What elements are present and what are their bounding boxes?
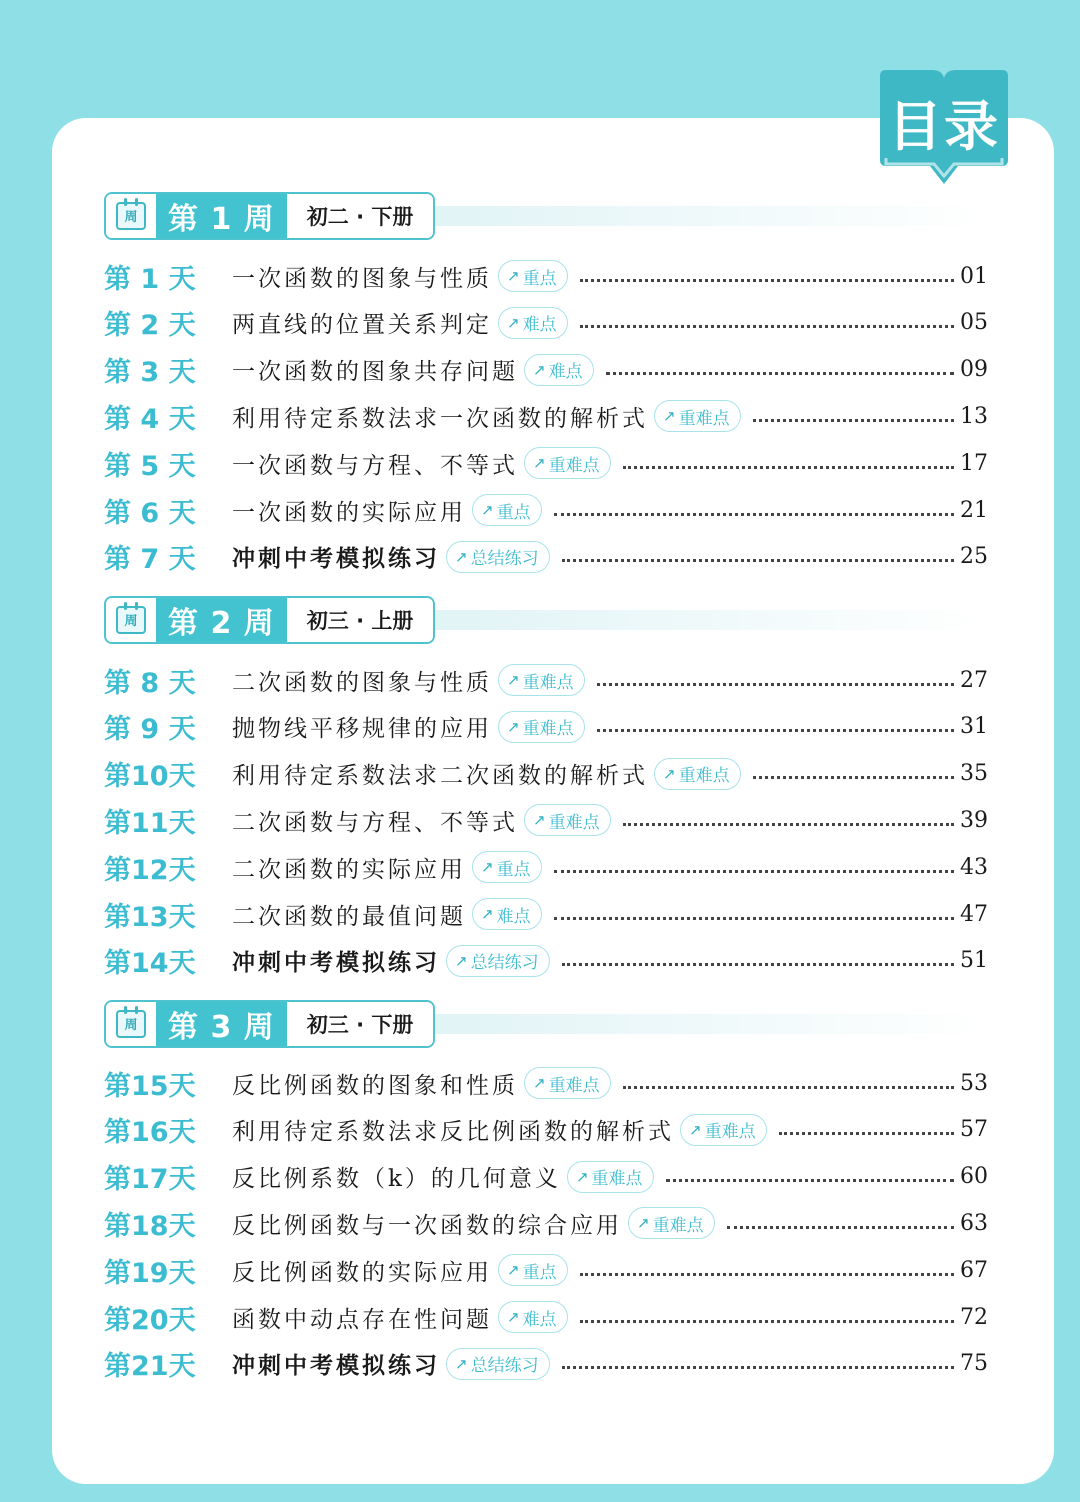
dot-leader — [580, 325, 954, 328]
page-number: 57 — [960, 1117, 988, 1143]
toc-row[interactable] — [104, 443, 988, 483]
day-label: 第 9 天 — [104, 714, 196, 746]
difficulty-tag — [680, 1114, 767, 1146]
topic-title: 冲刺中考模拟练习 — [232, 1352, 440, 1380]
arrow-icon: ↗ — [481, 905, 494, 923]
day-label: 第20天 — [104, 1304, 196, 1336]
difficulty-tag — [472, 898, 542, 930]
toc-row[interactable] — [104, 847, 988, 887]
topic-title: 反比例系数（k）的几何意义 — [232, 1166, 561, 1193]
dot-leader — [753, 419, 954, 422]
toc-row[interactable] — [104, 303, 988, 343]
topic-title: 两直线的位置关系判定 — [232, 312, 492, 339]
topic-title: 冲刺中考模拟练习 — [232, 949, 440, 977]
toc-row[interactable] — [104, 1250, 988, 1290]
week-header-rule — [404, 610, 988, 630]
page-number: 35 — [960, 761, 988, 787]
toc-row[interactable] — [104, 490, 988, 530]
week-title: 第 3 周 — [156, 1002, 287, 1046]
difficulty-tag-label: 重难点 — [522, 672, 574, 693]
day-label: 第 3 天 — [104, 357, 196, 389]
calendar-icon — [116, 1010, 146, 1038]
page-number: 09 — [960, 357, 988, 383]
difficulty-tag-label: 难点 — [548, 362, 583, 383]
toc-row[interactable] — [104, 894, 988, 934]
arrow-icon: ↗ — [575, 1167, 589, 1186]
calendar-icon-text: 周 — [124, 1018, 138, 1033]
dot-leader — [753, 776, 954, 779]
topic-title: 一次函数的实际应用 — [232, 499, 466, 526]
topic-title: 一次函数的图象与性质 — [232, 265, 492, 292]
topic-title: 反比例函数的实际应用 — [232, 1259, 492, 1286]
day-label: 第 6 天 — [104, 497, 196, 529]
topic-title: 利用待定系数法求二次函数的解析式 — [232, 763, 648, 790]
page-number: 43 — [960, 854, 988, 880]
week-subtitle: 初三 · 上册 — [287, 598, 434, 642]
page-number: 63 — [960, 1210, 988, 1236]
arrow-icon: ↗ — [507, 267, 520, 285]
difficulty-tag-label: 重点 — [522, 268, 557, 289]
week-label-box — [104, 1000, 435, 1048]
week-header — [104, 1001, 988, 1047]
topic-title: 反比例函数的图象和性质 — [232, 1072, 518, 1099]
arrow-icon: ↗ — [481, 501, 494, 519]
difficulty-tag-label: 重难点 — [652, 1215, 704, 1236]
dot-leader — [779, 1132, 954, 1135]
difficulty-tag — [654, 758, 741, 790]
toc-row[interactable] — [104, 660, 988, 700]
dot-leader — [623, 1086, 954, 1089]
day-label: 第 4 天 — [104, 403, 196, 435]
difficulty-tag-label: 重难点 — [522, 719, 574, 740]
calendar-icon — [116, 606, 146, 634]
day-label: 第12天 — [104, 854, 196, 886]
topic-title: 利用待定系数法求一次函数的解析式 — [232, 405, 648, 432]
difficulty-tag — [524, 1067, 611, 1099]
arrow-icon: ↗ — [689, 1120, 702, 1139]
toc-row[interactable] — [104, 1344, 988, 1384]
day-label: 第 2 天 — [104, 310, 196, 342]
day-label: 第11天 — [104, 807, 196, 839]
dot-leader — [554, 513, 954, 516]
difficulty-tag-label: 重点 — [496, 859, 531, 880]
difficulty-tag — [498, 307, 568, 339]
calendar-icon — [116, 202, 146, 230]
dot-leader — [580, 1273, 954, 1276]
toc-row[interactable] — [104, 941, 988, 981]
dot-leader — [580, 1320, 954, 1323]
page-number: 25 — [960, 544, 988, 570]
dot-leader — [562, 1366, 954, 1369]
arrow-icon: ↗ — [663, 764, 676, 783]
page-number: 51 — [960, 948, 988, 974]
calendar-icon-text: 周 — [124, 210, 138, 225]
dot-leader — [597, 683, 954, 686]
difficulty-tag — [524, 804, 611, 836]
arrow-icon: ↗ — [533, 1074, 546, 1092]
arrow-icon: ↗ — [533, 360, 546, 379]
arrow-icon: ↗ — [507, 671, 520, 689]
toc-row[interactable] — [104, 350, 988, 390]
difficulty-tag-label: 难点 — [522, 315, 557, 336]
difficulty-tag — [524, 354, 594, 386]
toc-row[interactable] — [104, 1063, 988, 1103]
page-number: 05 — [960, 310, 988, 336]
week-header-rule — [404, 206, 988, 226]
difficulty-tag — [567, 1161, 654, 1193]
week-header — [104, 597, 988, 643]
arrow-icon: ↗ — [455, 547, 468, 566]
arrow-icon: ↗ — [507, 1308, 520, 1326]
difficulty-tag — [446, 1348, 550, 1380]
topic-title: 二次函数的实际应用 — [232, 856, 466, 883]
week-header — [104, 193, 988, 239]
page-number: 72 — [960, 1304, 988, 1330]
toc-row[interactable] — [104, 1203, 988, 1243]
dot-leader — [562, 559, 954, 562]
toc-row[interactable] — [104, 707, 988, 747]
dot-leader — [562, 963, 954, 966]
topic-title: 二次函数与方程、不等式 — [232, 809, 518, 836]
dot-leader — [597, 729, 954, 732]
dot-leader — [623, 823, 954, 826]
page-number: 27 — [960, 667, 988, 693]
calendar-icon-wrap — [106, 194, 156, 238]
week-header-rule — [404, 1014, 988, 1034]
dot-leader — [554, 870, 954, 873]
week-subtitle: 初三 · 下册 — [287, 1002, 434, 1046]
toc-row[interactable] — [104, 754, 988, 794]
toc-row[interactable] — [104, 800, 988, 840]
difficulty-tag-label: 重难点 — [704, 1122, 756, 1143]
difficulty-tag-label: 重难点 — [678, 408, 730, 429]
difficulty-tag-label: 总结练习 — [470, 953, 539, 974]
topic-title: 二次函数的图象与性质 — [232, 669, 492, 696]
arrow-icon: ↗ — [533, 811, 546, 830]
calendar-icon-wrap — [106, 1002, 156, 1046]
day-label: 第15天 — [104, 1070, 196, 1102]
toc-title: 目录 — [888, 95, 1000, 158]
difficulty-tag-label: 重难点 — [548, 455, 600, 476]
toc-row[interactable] — [104, 1110, 988, 1150]
dot-leader — [727, 1226, 954, 1229]
difficulty-tag-label: 总结练习 — [470, 549, 539, 570]
toc-title-badge — [876, 68, 1012, 186]
difficulty-tag — [498, 1254, 568, 1286]
toc-row[interactable] — [104, 1157, 988, 1197]
day-label: 第21天 — [104, 1351, 196, 1383]
topic-title: 抛物线平移规律的应用 — [232, 716, 492, 743]
week-label-box — [104, 596, 435, 644]
week-label-box — [104, 192, 435, 240]
day-label: 第 8 天 — [104, 667, 196, 699]
arrow-icon: ↗ — [455, 1354, 468, 1373]
toc-row[interactable] — [104, 537, 988, 577]
day-label: 第19天 — [104, 1257, 196, 1289]
arrow-icon: ↗ — [533, 454, 546, 473]
calendar-icon-text: 周 — [124, 614, 138, 629]
difficulty-tag-label: 重点 — [496, 502, 531, 523]
toc-row[interactable] — [104, 1297, 988, 1337]
toc-row[interactable] — [104, 396, 988, 436]
difficulty-tag — [472, 851, 542, 883]
difficulty-tag — [498, 1301, 568, 1333]
difficulty-tag-label: 重点 — [522, 1262, 557, 1283]
page-number: 47 — [960, 901, 988, 927]
difficulty-tag-label: 总结练习 — [470, 1356, 539, 1377]
page-number: 01 — [960, 263, 988, 289]
arrow-icon: ↗ — [455, 951, 468, 970]
topic-title: 反比例函数与一次函数的综合应用 — [232, 1212, 622, 1239]
page-number: 21 — [960, 497, 988, 523]
difficulty-tag — [498, 664, 585, 696]
difficulty-tag-label: 重难点 — [548, 812, 600, 833]
difficulty-tag — [472, 494, 542, 526]
arrow-icon: ↗ — [507, 313, 520, 332]
topic-title: 函数中动点存在性问题 — [232, 1306, 492, 1333]
week-title: 第 2 周 — [156, 598, 287, 642]
week-title: 第 1 周 — [156, 194, 287, 238]
topic-title: 一次函数的图象共存问题 — [232, 359, 518, 386]
arrow-icon: ↗ — [637, 1214, 650, 1233]
difficulty-tag — [446, 541, 550, 573]
arrow-icon: ↗ — [481, 858, 494, 877]
page-number: 53 — [960, 1070, 988, 1096]
day-label: 第 1 天 — [104, 263, 196, 295]
difficulty-tag-label: 难点 — [522, 1309, 557, 1330]
dot-leader — [666, 1179, 954, 1182]
dot-leader — [554, 917, 954, 920]
toc-row[interactable] — [104, 256, 988, 296]
difficulty-tag — [446, 945, 550, 977]
page-number: 75 — [960, 1351, 988, 1377]
difficulty-tag-label: 难点 — [496, 906, 531, 927]
difficulty-tag — [628, 1207, 715, 1239]
difficulty-tag — [654, 400, 741, 432]
day-label: 第10天 — [104, 761, 196, 793]
page-number: 60 — [960, 1164, 988, 1190]
topic-title: 利用待定系数法求反比例函数的解析式 — [232, 1119, 674, 1146]
dot-leader — [580, 279, 954, 282]
week-subtitle: 初二 · 下册 — [287, 194, 434, 238]
topic-title: 冲刺中考模拟练习 — [232, 545, 440, 573]
arrow-icon: ↗ — [507, 717, 520, 736]
dot-leader — [623, 466, 954, 469]
difficulty-tag — [524, 447, 611, 479]
calendar-icon-wrap — [106, 598, 156, 642]
day-label: 第18天 — [104, 1210, 196, 1242]
arrow-icon: ↗ — [663, 407, 676, 426]
page-number: 17 — [960, 450, 988, 476]
day-label: 第 5 天 — [104, 450, 196, 482]
page-number: 31 — [960, 714, 988, 740]
day-label: 第13天 — [104, 901, 196, 933]
page-number: 67 — [960, 1257, 988, 1283]
difficulty-tag-label: 重难点 — [678, 766, 730, 787]
page-number: 13 — [960, 403, 988, 429]
topic-title: 一次函数与方程、不等式 — [232, 452, 518, 479]
day-label: 第 7 天 — [104, 544, 196, 576]
arrow-icon: ↗ — [507, 1261, 520, 1280]
day-label: 第17天 — [104, 1164, 196, 1196]
dot-leader — [606, 372, 954, 375]
day-label: 第16天 — [104, 1117, 196, 1149]
difficulty-tag-label: 重难点 — [548, 1075, 600, 1096]
page-number: 39 — [960, 807, 988, 833]
difficulty-tag — [498, 711, 585, 743]
difficulty-tag-label: 重难点 — [591, 1169, 643, 1190]
day-label: 第14天 — [104, 948, 196, 980]
difficulty-tag — [498, 260, 568, 292]
topic-title: 二次函数的最值问题 — [232, 903, 466, 930]
